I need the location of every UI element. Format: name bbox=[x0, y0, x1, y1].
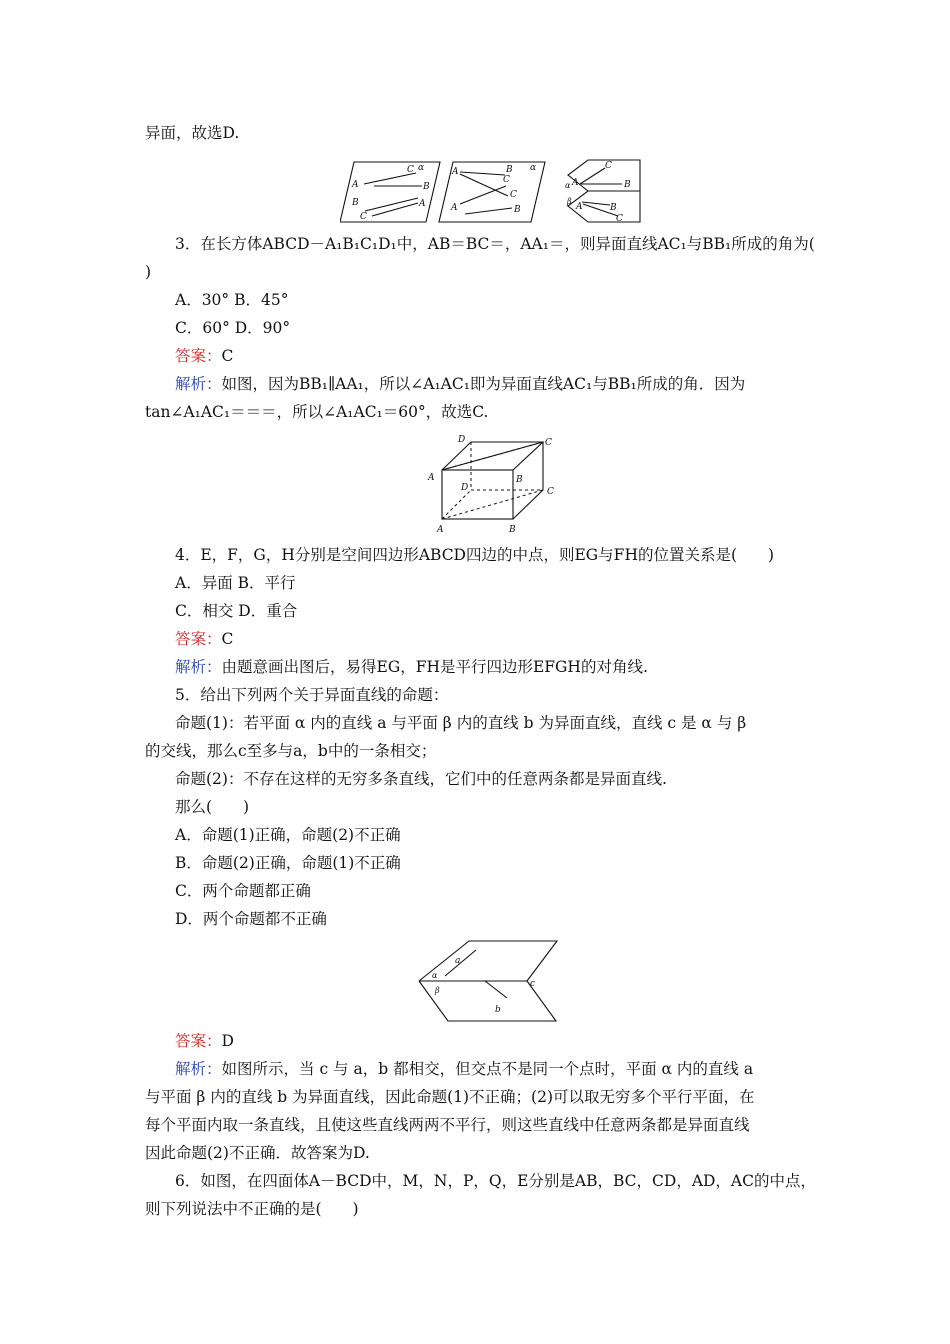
question-6-line-2: 则下列说法中不正确的是( ) bbox=[145, 1200, 359, 1218]
question-4-explanation bbox=[175, 657, 648, 677]
question-4-options-1: A．异面 B．平行 bbox=[175, 574, 296, 592]
svg-text:B: B bbox=[352, 198, 359, 208]
question-5-option-d: D．两个命题都不正确 bbox=[175, 910, 327, 928]
svg-text:b: b bbox=[495, 1005, 501, 1015]
question-5-prompt: 那么( ) bbox=[175, 798, 250, 816]
svg-text:B: B bbox=[423, 182, 430, 192]
svg-text:C: C bbox=[407, 165, 414, 175]
explanation-label: 解析： bbox=[175, 658, 222, 676]
explanation-text: 如图所示，当 c 与 a，b 都相交，但交点不是同一个点时，平面 α 内的直线 a bbox=[221, 1060, 754, 1078]
question-5-answer bbox=[175, 1031, 234, 1051]
svg-text:α: α bbox=[530, 163, 537, 173]
question-3-line-2: ) bbox=[145, 263, 152, 281]
svg-text:B: B bbox=[509, 525, 516, 535]
question-3-answer bbox=[175, 346, 233, 366]
explanation-text: 由题意画出图后，易得EG，FH是平行四边形EFGH的对角线. bbox=[221, 658, 648, 676]
svg-text:α: α bbox=[565, 181, 571, 190]
question-6-line-1: 6．如图，在四面体A－BCD中，M，N，P，Q，E分别是AB，BC，CD，AD，AC的中点， bbox=[175, 1172, 816, 1190]
question-5-explanation-3: 每个平面内取一条直线，且使这些直线两两不平行，则这些直线中任意两条都是异面直线 bbox=[145, 1116, 750, 1134]
svg-text:C: C bbox=[605, 161, 612, 171]
svg-text:B: B bbox=[506, 165, 513, 175]
svg-text:C: C bbox=[616, 214, 623, 224]
explanation-label: 解析： bbox=[175, 1060, 222, 1078]
text-line: 异面，故选D. bbox=[145, 124, 240, 142]
question-4: 4．E，F，G，H分别是空间四边形ABCD四边的中点，则EG与FH的位置关系是( ) bbox=[175, 546, 775, 564]
figure-intersecting-planes bbox=[415, 938, 560, 1023]
figure-skew-lines-cases bbox=[340, 156, 645, 226]
svg-text:C: C bbox=[503, 175, 510, 185]
svg-text:α: α bbox=[418, 163, 425, 173]
svg-text:A: A bbox=[352, 180, 359, 190]
svg-text:C: C bbox=[360, 212, 367, 222]
svg-text:β: β bbox=[435, 986, 440, 995]
svg-text:A: A bbox=[451, 203, 458, 213]
figure-cuboid bbox=[425, 432, 560, 536]
svg-text:B: B bbox=[610, 203, 617, 213]
question-4-answer bbox=[175, 629, 233, 649]
question-5-explanation-2: 与平面 β 内的直线 b 为异面直线，因此命题(1)不正确；(2)可以取无穷多个平行平面，在 bbox=[145, 1088, 755, 1106]
svg-text:C: C bbox=[510, 190, 517, 200]
question-5-option-a: A．命题(1)正确，命题(2)不正确 bbox=[175, 826, 401, 844]
answer-value: C bbox=[221, 347, 234, 365]
question-3-options-2: C．60° D．90° bbox=[175, 319, 291, 337]
proposition-2: 命题(2)：不存在这样的无穷多条直线，它们中的任意两条都是异面直线. bbox=[175, 770, 667, 788]
proposition-1-line-1: 命题(1)：若平面 α 内的直线 a 与平面 β 内的直线 b 为异面直线，直线 c 是 α 与 β bbox=[175, 714, 747, 732]
question-5-explanation-4: 因此命题(2)不正确．故答案为D. bbox=[145, 1144, 370, 1162]
question-3-explanation-2: tan∠A₁AC₁＝＝＝，所以∠A₁AC₁＝60°，故选C. bbox=[145, 403, 489, 421]
svg-text:B: B bbox=[514, 205, 521, 215]
question-3-line-1: 3．在长方体ABCD－A₁B₁C₁D₁中，AB＝BC＝，AA₁＝，则异面直线AC₁与BB₁所成的角为( bbox=[175, 235, 815, 253]
question-4-options-2: C．相交 D．重合 bbox=[175, 602, 298, 620]
svg-text:A: A bbox=[576, 202, 583, 212]
svg-text:B: B bbox=[624, 180, 631, 190]
svg-text:A: A bbox=[452, 167, 459, 177]
question-3-options-1: A．30° B．45° bbox=[175, 291, 289, 309]
question-5-option-b: B．命题(2)正确，命题(1)不正确 bbox=[175, 854, 401, 872]
svg-text:B: B bbox=[516, 475, 523, 485]
answer-label: 答案： bbox=[175, 1032, 222, 1050]
explanation-text: 如图，因为BB₁∥AA₁，所以∠A₁AC₁即为异面直线AC₁与BB₁所成的角．因为 bbox=[221, 375, 746, 393]
answer-label: 答案： bbox=[175, 630, 222, 648]
svg-text:A: A bbox=[572, 178, 579, 188]
question-5-option-c: C．两个命题都正确 bbox=[175, 882, 311, 900]
svg-text:c: c bbox=[530, 979, 536, 989]
explanation-label: 解析： bbox=[175, 375, 222, 393]
answer-label: 答案： bbox=[175, 347, 222, 365]
question-5: 5．给出下列两个关于异面直线的命题： bbox=[175, 686, 449, 704]
svg-text:A: A bbox=[437, 525, 444, 535]
svg-text:C: C bbox=[547, 487, 554, 497]
svg-text:A: A bbox=[419, 199, 426, 209]
svg-text:α: α bbox=[432, 971, 438, 980]
answer-value: C bbox=[221, 630, 234, 648]
svg-text:β: β bbox=[567, 197, 572, 206]
svg-text:A: A bbox=[428, 473, 435, 483]
question-3-explanation-1 bbox=[175, 374, 745, 394]
answer-value: D bbox=[221, 1032, 234, 1050]
proposition-1-line-2: 的交线，那么c至多与a，b中的一条相交； bbox=[145, 742, 437, 760]
svg-text:C: C bbox=[545, 438, 552, 448]
svg-text:a: a bbox=[455, 956, 461, 966]
svg-text:D: D bbox=[458, 435, 466, 445]
svg-text:D: D bbox=[461, 483, 469, 493]
question-5-explanation-1 bbox=[175, 1059, 753, 1079]
